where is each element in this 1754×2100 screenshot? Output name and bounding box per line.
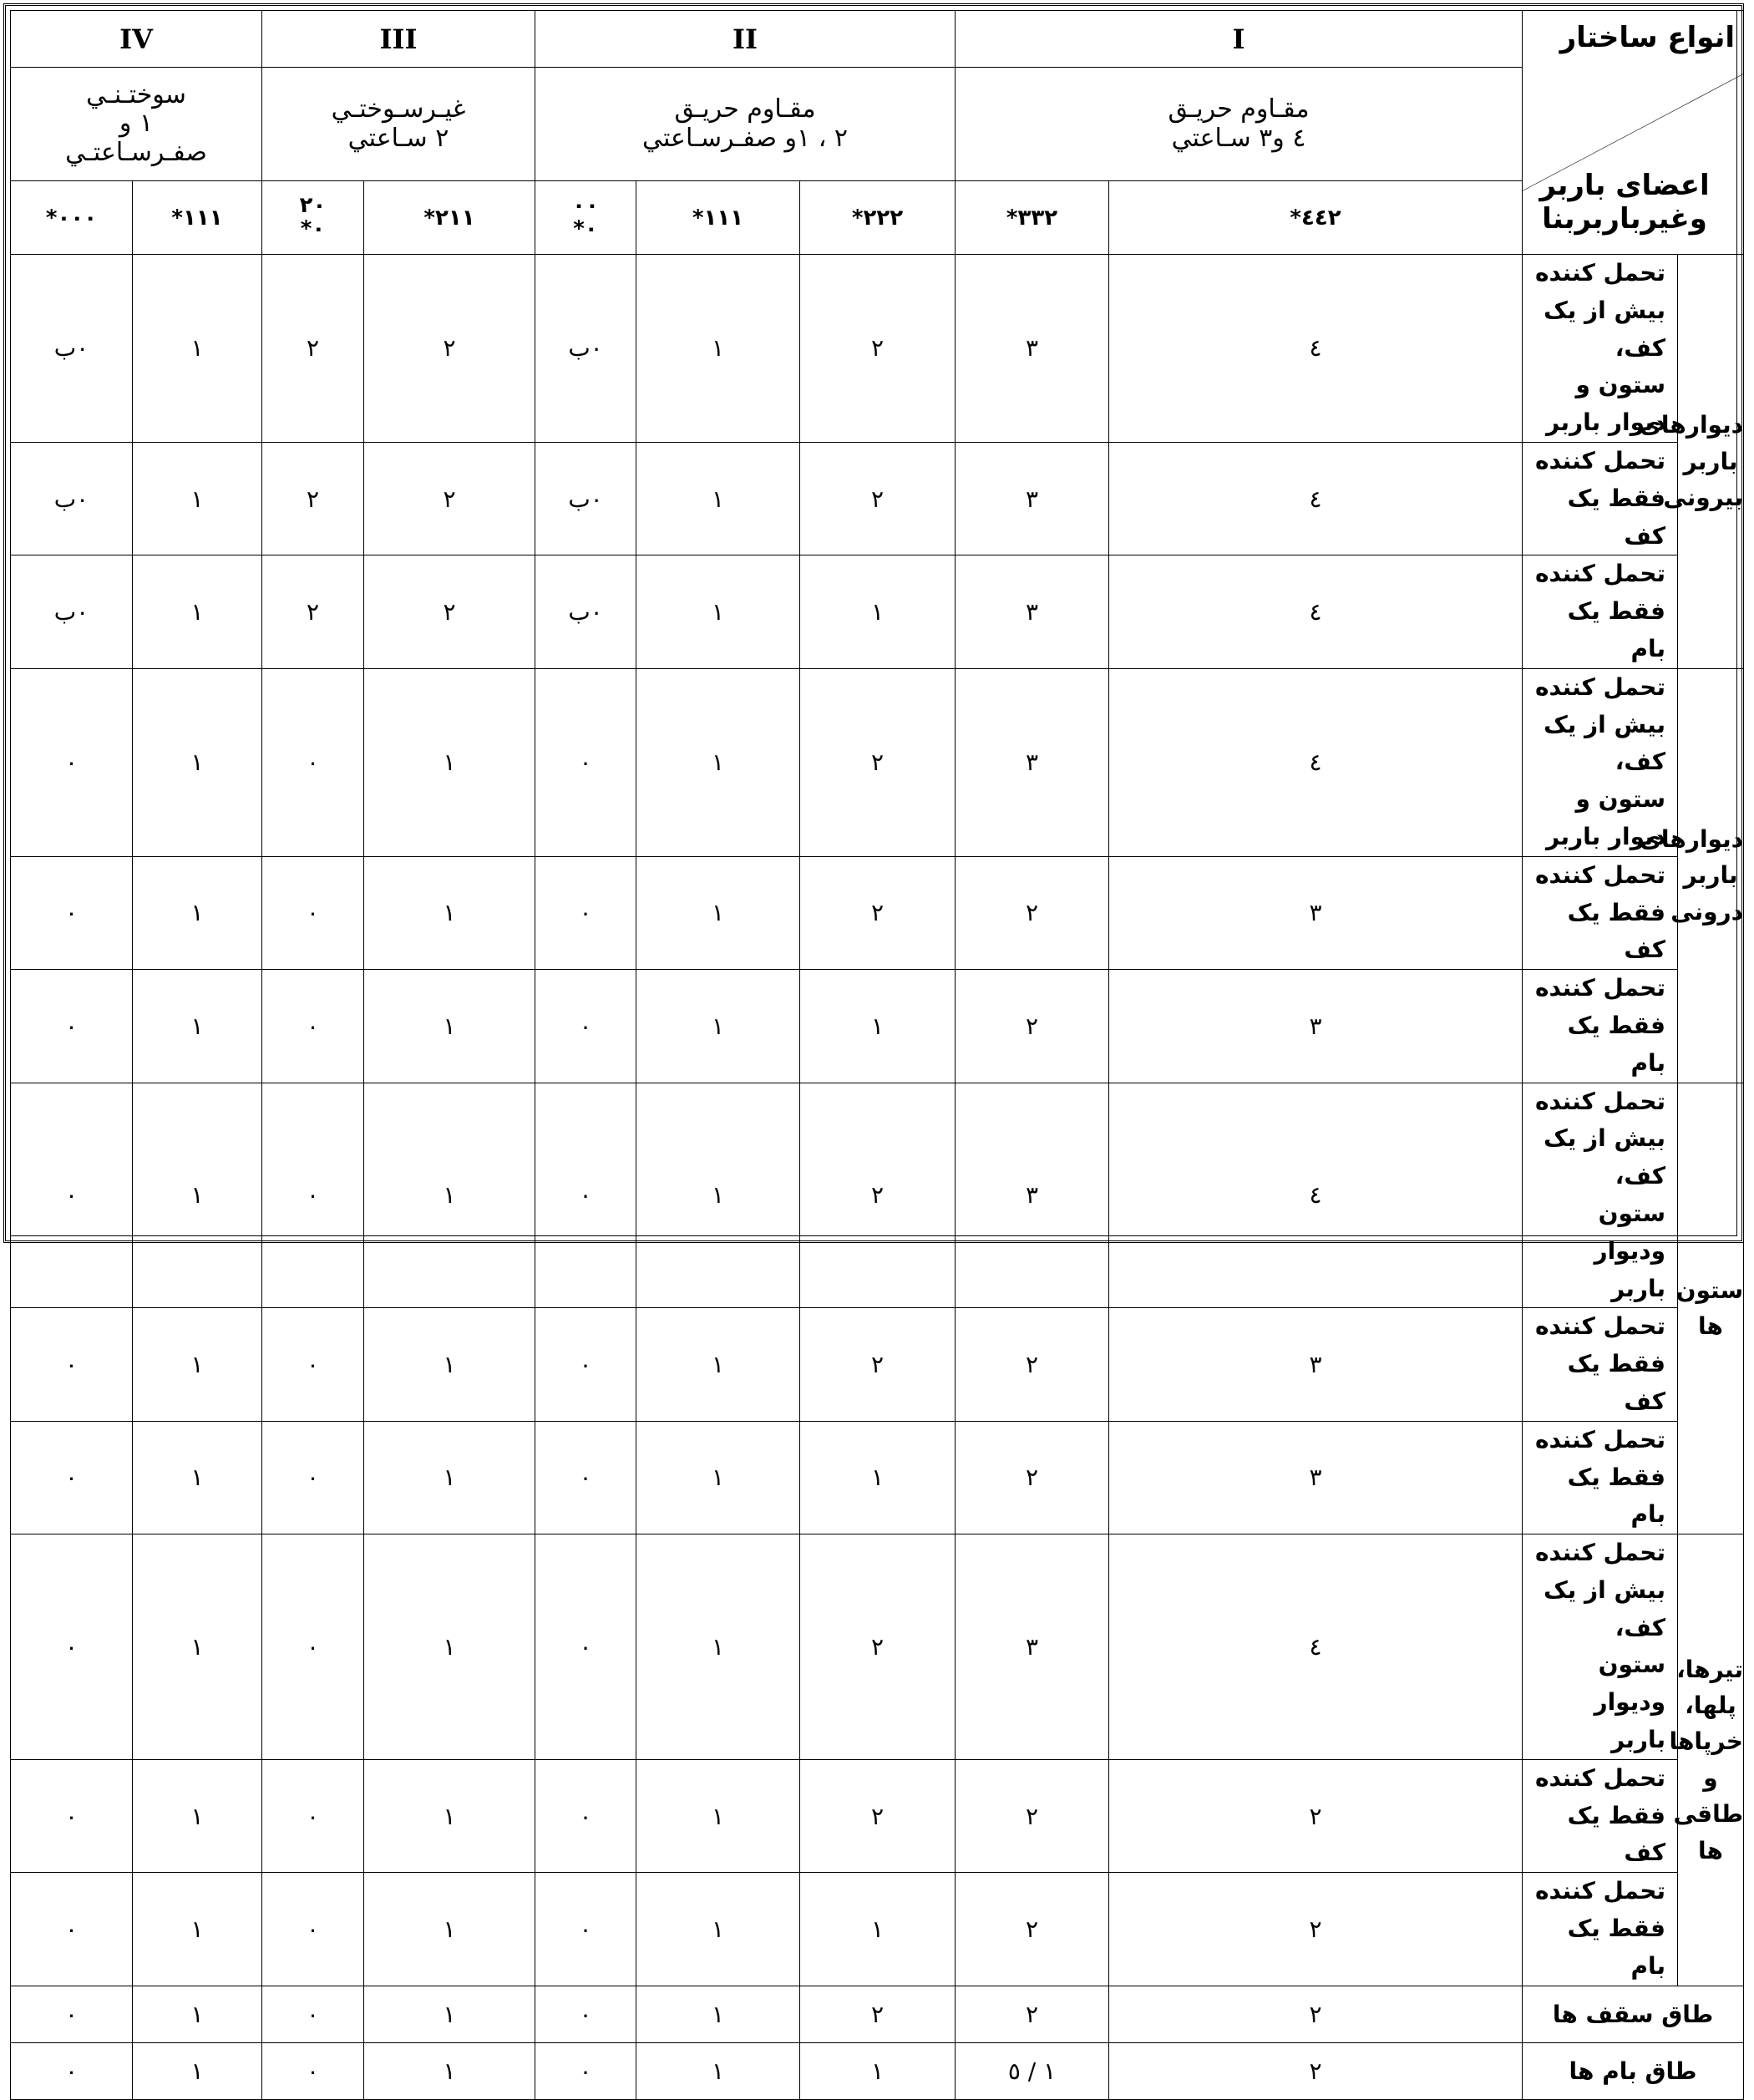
rating-cell: ٢: [956, 1873, 1109, 1986]
rating-cell: ٢: [956, 1986, 1109, 2042]
rating-cell: ١: [636, 442, 800, 555]
table-row: [11, 970, 1744, 1083]
rating-cell: ٢: [262, 555, 364, 668]
rating-cell: ١: [636, 1759, 800, 1872]
rating-cell: ٢: [364, 555, 535, 668]
construction-code: ٤٤٢*: [1109, 181, 1523, 255]
member-description: تحمل كننده فقط يک كف: [1523, 442, 1678, 555]
rating-cell: ١: [364, 1083, 535, 1308]
rating-cell: ٠: [535, 1873, 636, 1986]
rating-cell: ٢: [800, 856, 956, 969]
rating-cell: ١: [364, 1986, 535, 2042]
type-heading-iv: IV: [11, 11, 262, 68]
rating-cell: ٠: [11, 2042, 133, 2099]
rating-cell: ٠: [11, 1534, 133, 1760]
rating-cell: ١: [636, 970, 800, 1083]
rating-cell: ٢: [800, 1083, 956, 1308]
rating-cell: ٠ب: [535, 255, 636, 443]
rating-cell: ١: [636, 255, 800, 443]
construction-code: ٢٢٢*: [800, 181, 956, 255]
type-heading-iii: III: [262, 11, 535, 68]
rating-cell: ٢: [800, 1534, 956, 1760]
rating-cell: ٤: [1109, 442, 1523, 555]
member-group: ديوارهای باربر بيرونی: [1678, 255, 1744, 669]
rating-cell: ١: [133, 555, 262, 668]
rating-cell: ١: [800, 1421, 956, 1534]
member-description: تحمل كننده فقط يک بام: [1523, 970, 1678, 1083]
rating-cell: ٠: [11, 1308, 133, 1421]
rating-cell: ٣: [956, 1534, 1109, 1760]
table-row: [11, 1308, 1744, 1421]
rating-cell: ٢: [364, 442, 535, 555]
table-row: [11, 2042, 1744, 2099]
class-name-iv: سوختـنـي ١ و صفـرسـاعتـي: [11, 68, 262, 181]
fire-resistance-table: [10, 10, 1744, 2100]
rating-cell: ١: [636, 1534, 800, 1760]
table-row: [11, 1986, 1744, 2042]
rating-cell: ٠ب: [11, 555, 133, 668]
rating-cell: ٤: [1109, 1083, 1523, 1308]
rating-cell: ٠: [535, 856, 636, 969]
table-row: [11, 856, 1744, 969]
rating-cell: ١: [133, 1873, 262, 1986]
class-name-i: مقـاوم حريـق ٤ و٣ سـاعتي: [956, 68, 1523, 181]
construction-code: ٠٠ ٠*: [535, 181, 636, 255]
member-description: تحمل كننده فقط يک كف: [1523, 856, 1678, 969]
building-members-label: اعضای باربر وغیرباربربنا: [1539, 169, 1710, 236]
rating-cell: ٣: [956, 442, 1109, 555]
rating-cell: ١: [800, 555, 956, 668]
type-heading-i: I: [956, 11, 1523, 68]
table-row: [11, 555, 1744, 668]
member-group: ديوارهای باربر درونی: [1678, 668, 1744, 1083]
member-description: تحمل كننده بيش از يک كف، ستون وديوار باربر: [1523, 1534, 1678, 1760]
rating-cell: ٢: [956, 1421, 1109, 1534]
rating-cell: ١: [636, 555, 800, 668]
rating-cell: ٢: [800, 442, 956, 555]
rating-cell: ١: [133, 1421, 262, 1534]
rating-cell: ٠: [11, 1986, 133, 2042]
rating-cell: ٠: [535, 2042, 636, 2099]
rating-cell: ٠: [262, 1759, 364, 1872]
rating-cell: ١: [133, 1083, 262, 1308]
member-description: تحمل كننده فقط يک بام: [1523, 555, 1678, 668]
rating-cell: ٠: [262, 1421, 364, 1534]
rating-cell: ١: [133, 1534, 262, 1760]
class-name-iii: غيـرسـوختـي ٢ سـاعتي: [262, 68, 535, 181]
table-row: [11, 668, 1744, 856]
rating-cell: ٢: [800, 1759, 956, 1872]
construction-code: ٠٠٠*: [11, 181, 133, 255]
rating-cell: ٠: [262, 1308, 364, 1421]
rating-cell: ٣: [1109, 970, 1523, 1083]
rating-cell: ٤: [1109, 555, 1523, 668]
rating-cell: ٠: [262, 1534, 364, 1760]
rating-cell: ٣: [956, 668, 1109, 856]
member-description: تحمل كننده بيش از يک كف، ستون و ديوار باربر: [1523, 255, 1678, 443]
rating-cell: ٢: [800, 1308, 956, 1421]
rating-cell: ١: [636, 668, 800, 856]
rating-cell: ١: [364, 1421, 535, 1534]
rating-cell: ٢: [262, 255, 364, 443]
member-label: طاق بام ها: [1523, 2042, 1744, 2099]
rating-cell: ٣: [1109, 856, 1523, 969]
structure-types-label: انواع ساختار: [1559, 21, 1735, 54]
rating-cell: ١: [133, 1986, 262, 2042]
rating-cell: ١: [636, 1083, 800, 1308]
rating-cell: ٣: [956, 555, 1109, 668]
rating-cell: ٠: [535, 1421, 636, 1534]
table-row: [11, 1083, 1744, 1308]
rating-cell: ٢: [1109, 2042, 1523, 2099]
construction-code: ١١١*: [636, 181, 800, 255]
table-row: [11, 1759, 1744, 1872]
member-description: تحمل كننده بيش از يک كف، ستون وديوار باربر: [1523, 1083, 1678, 1308]
rating-cell: ٠: [535, 1083, 636, 1308]
member-description: تحمل كننده بيش از يک كف، ستون و ديوار باربر: [1523, 668, 1678, 856]
member-description: تحمل كننده فقط يک كف: [1523, 1759, 1678, 1872]
rating-cell: ٠: [11, 1083, 133, 1308]
rating-cell: ٣: [956, 1083, 1109, 1308]
rating-cell: ٠: [262, 1083, 364, 1308]
class-name-ii: مقـاوم حريـق ٢ ، ١و صفـرسـاعتي: [535, 68, 956, 181]
table-row: [11, 255, 1744, 443]
rating-cell: ٢: [956, 1308, 1109, 1421]
rating-cell: ١: [133, 255, 262, 443]
rating-cell: ٠: [262, 970, 364, 1083]
type-heading-ii: II: [535, 11, 956, 68]
rating-cell: ١: [133, 442, 262, 555]
rating-cell: ١: [133, 1759, 262, 1872]
rating-cell: ٢: [800, 255, 956, 443]
member-label: طاق سقف ها: [1523, 1986, 1744, 2042]
member-description: تحمل كننده فقط يک كف: [1523, 1308, 1678, 1421]
rating-cell: ١: [133, 856, 262, 969]
rating-cell: ٣: [956, 255, 1109, 443]
rating-cell: ٠: [262, 1986, 364, 2042]
rating-cell: ٠: [262, 1873, 364, 1986]
rating-cell: ٢: [800, 668, 956, 856]
table-row: [11, 442, 1744, 555]
rating-cell: ٠: [11, 668, 133, 856]
rating-cell: ٤: [1109, 668, 1523, 856]
rating-cell: ٠: [535, 970, 636, 1083]
rating-cell: ٢: [956, 970, 1109, 1083]
rating-cell: ١: [133, 2042, 262, 2099]
rating-cell: ٠: [262, 856, 364, 969]
rating-cell: ١: [636, 1421, 800, 1534]
rating-cell: ٠: [262, 668, 364, 856]
rating-cell: ٢: [1109, 1759, 1523, 1872]
rating-cell: ١: [636, 1873, 800, 1986]
rating-cell: ١: [364, 1534, 535, 1760]
member-group: تيرها، پلها، خرپاها و طاقی ها: [1678, 1534, 1744, 1986]
rating-cell: ١ / ٥: [956, 2042, 1109, 2099]
rating-cell: ٠: [11, 1759, 133, 1872]
rating-cell: ٢: [364, 255, 535, 443]
rating-cell: ٢: [262, 442, 364, 555]
rating-cell: ٠ب: [535, 555, 636, 668]
rating-cell: ٢: [1109, 1986, 1523, 2042]
member-group: ستون ها: [1678, 1083, 1744, 1534]
rating-cell: ١: [364, 970, 535, 1083]
construction-code: ٢٠ ٠*: [262, 181, 364, 255]
rating-cell: ١: [636, 2042, 800, 2099]
rating-cell: ١: [364, 1308, 535, 1421]
rating-cell: ٠: [535, 1986, 636, 2042]
construction-code: ٢١١*: [364, 181, 535, 255]
rating-cell: ٠: [535, 1759, 636, 1872]
rating-cell: ١: [364, 1873, 535, 1986]
rating-cell: ٠: [11, 970, 133, 1083]
rating-cell: ٠: [11, 1873, 133, 1986]
rating-cell: ٤: [1109, 255, 1523, 443]
rating-cell: ٢: [956, 1759, 1109, 1872]
rating-cell: ١: [636, 1308, 800, 1421]
rating-cell: ١: [364, 2042, 535, 2099]
member-description: تحمل كننده فقط يک بام: [1523, 1873, 1678, 1986]
rating-cell: ١: [133, 970, 262, 1083]
construction-code: ١١١*: [133, 181, 262, 255]
rating-cell: ٢: [1109, 1873, 1523, 1986]
rating-cell: ١: [636, 1986, 800, 2042]
rating-cell: ١: [800, 1873, 956, 1986]
construction-code: ٣٣٢*: [956, 181, 1109, 255]
rating-cell: ٠: [262, 2042, 364, 2099]
rating-cell: ٠: [535, 1534, 636, 1760]
rating-cell: ٠: [11, 856, 133, 969]
rating-cell: ٠: [535, 1308, 636, 1421]
rating-cell: ١: [364, 668, 535, 856]
rating-cell: ١: [364, 1759, 535, 1872]
rating-cell: ٢: [956, 856, 1109, 969]
table-row: [11, 1534, 1744, 1760]
table-row: [11, 1873, 1744, 1986]
rating-cell: ٠ب: [535, 442, 636, 555]
table-row: [11, 1421, 1744, 1534]
rating-cell: ٠ب: [11, 442, 133, 555]
rating-cell: ١: [133, 1308, 262, 1421]
rating-cell: ٠: [535, 668, 636, 856]
rating-cell: ١: [364, 856, 535, 969]
corner-header: [1523, 11, 1744, 255]
rating-cell: ١: [800, 970, 956, 1083]
rating-cell: ١: [800, 2042, 956, 2099]
rating-cell: ٣: [1109, 1421, 1523, 1534]
rating-cell: ٠ب: [11, 255, 133, 443]
rating-cell: ١: [636, 856, 800, 969]
rating-cell: ١: [133, 668, 262, 856]
member-description: تحمل كننده فقط يک بام: [1523, 1421, 1678, 1534]
rating-cell: ٤: [1109, 1534, 1523, 1760]
rating-cell: ٠: [11, 1421, 133, 1534]
rating-cell: ٣: [1109, 1308, 1523, 1421]
rating-cell: ٢: [800, 1986, 956, 2042]
